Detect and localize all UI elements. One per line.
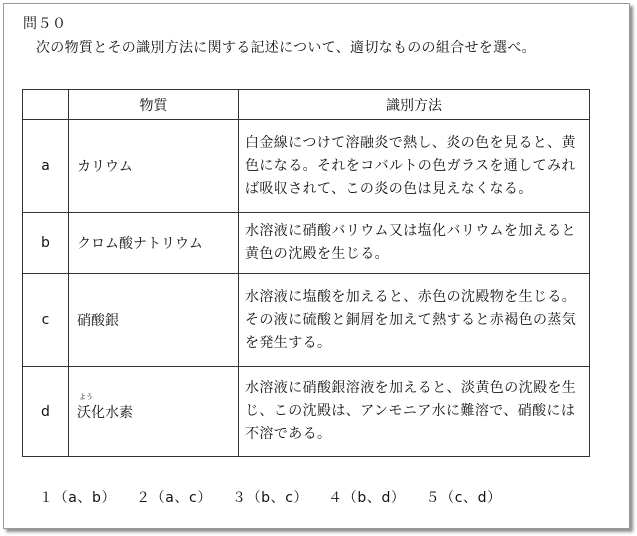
answer-option-5[interactable]: ５（c、d） xyxy=(425,490,502,506)
ruby-reading: よう xyxy=(79,392,93,401)
row-substance: 硝酸銀 xyxy=(69,274,239,367)
row-label: b xyxy=(23,213,69,274)
row-method: 水溶液に塩酸を加えると、赤色の沈殿物を生じる。その液に硫酸と銅屑を加えて熱すると赤褐色の蒸気を発生する。 xyxy=(239,274,590,367)
row-substance: 沃化水素 xyxy=(77,404,133,421)
row-substance: クロム酸ナトリウム xyxy=(69,213,239,274)
answer-option-4[interactable]: ４（b、d） xyxy=(328,490,406,506)
row-label: a xyxy=(23,120,69,213)
answer-option-1[interactable]: １（a、b） xyxy=(39,490,117,506)
table-row xyxy=(23,274,590,367)
row-label: d xyxy=(23,367,69,457)
answer-options xyxy=(39,487,522,507)
header-method: 識別方法 xyxy=(239,90,590,120)
table-header-row xyxy=(23,90,590,120)
row-substance: カリウム xyxy=(69,120,239,213)
row-substance-cell xyxy=(69,367,239,457)
question-number: 問５０ xyxy=(23,16,67,32)
question-text: 次の物質とその識別方法に関する記述について、適切なものの組合せを選べ。 xyxy=(36,40,536,56)
answer-option-3[interactable]: ３（b、c） xyxy=(231,490,309,506)
table-row xyxy=(23,367,590,457)
answer-option-2[interactable]: ２（a、c） xyxy=(136,490,212,506)
header-label-cell xyxy=(23,90,69,120)
row-method: 水溶液に硝酸バリウム又は塩化バリウムを加えると黄色の沈殿を生じる。 xyxy=(239,213,590,274)
substance-identification-table xyxy=(22,89,590,457)
table-row xyxy=(23,213,590,274)
header-substance: 物質 xyxy=(69,90,239,120)
row-label: c xyxy=(23,274,69,367)
table-row xyxy=(23,120,590,213)
row-method: 水溶液に硝酸銀溶液を加えると、淡黄色の沈殿を生じ、この沈殿は、アンモニア水に難溶で、硝酸には不溶である。 xyxy=(239,367,590,457)
row-method: 白金線につけて溶融炎で熱し、炎の色を見ると、黄色になる。それをコバルトの色ガラスを通してみれば吸収されて、この炎の色は見えなくなる。 xyxy=(239,120,590,213)
ruby-text xyxy=(77,392,133,422)
